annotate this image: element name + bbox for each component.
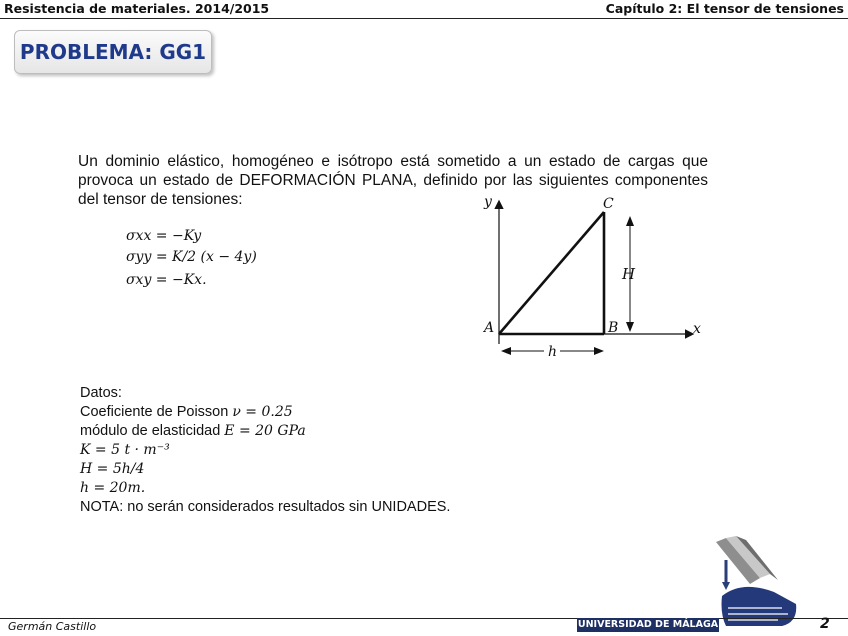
chapter-title: Capítulo 2: El tensor de tensiones [605,1,844,16]
height-label: H [622,265,636,283]
modulus-text: módulo de elasticidad [80,423,225,439]
point-b-label: B [608,320,619,336]
equation-sigma-xx: σxx = −Ky [126,228,202,244]
modulus-value: E = 20 GPa [224,423,306,439]
small-h-value: h = 20m. [80,480,146,496]
intro-text: Un dominio elástico, homogéneo e isótropo está sometido a un estado de cargas que provoca un estado de DEFORMACIÓN PLANA, definido por las siguientes componentes del tensor de tensiones: [78,153,708,208]
poisson-line [80,403,600,422]
poisson-text: Coeficiente de Poisson [80,404,233,420]
page-number: 2 [820,616,830,632]
point-a-label: A [484,320,495,336]
k-value: K = 5 t · m⁻³ [80,442,170,458]
course-title: Resistencia de materiales. 2014/2015 [4,1,270,16]
data-section [80,384,600,517]
y-axis-label: y [484,194,492,210]
problem-badge: PROBLEMA: GG1 [14,30,212,74]
base-label: h [548,344,558,360]
units-note: NOTA: no serán considerados resultados sin UNIDADES. [80,499,451,515]
poisson-value: ν = 0.25 [232,404,293,420]
point-c-label: C [603,196,614,212]
equation-sigma-yy: σyy = K/2 (x − 4y) [126,249,257,265]
page-header [0,0,848,19]
equation-sigma-xy: σxy = −Kx. [126,272,207,288]
triangle-diagram [470,190,710,370]
university-banner: UNIVERSIDAD DE MÁLAGA [577,619,719,630]
modulus-line [80,422,600,441]
university-logo-icon [712,534,800,630]
footer-rule [0,618,848,619]
big-h-value: H = 5h/4 [80,461,145,477]
x-axis-label: x [693,321,701,337]
side-ac [499,212,604,334]
data-title: Datos: [80,385,122,401]
author-name: Germán Castillo [8,620,97,633]
